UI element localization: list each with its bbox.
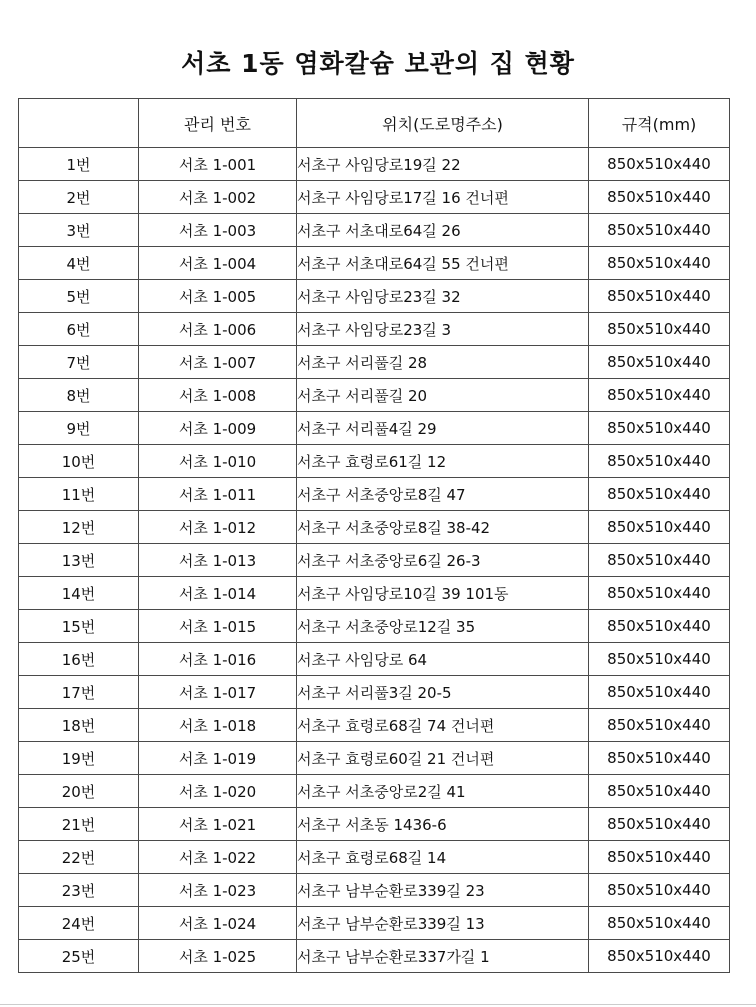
row-number: 4번	[19, 247, 139, 280]
row-number: 10번	[19, 445, 139, 478]
road-address: 서초구 서초중앙로8길 47	[297, 478, 589, 511]
road-address: 서초구 서리풀3길 20-5	[297, 676, 589, 709]
table-row	[19, 445, 730, 478]
road-address: 서초구 사임당로23길 3	[297, 313, 589, 346]
row-number: 15번	[19, 610, 139, 643]
table-row	[19, 412, 730, 445]
dimension-spec: 850x510x440	[589, 907, 730, 940]
road-address: 서초구 효령로60길 21 건너편	[297, 742, 589, 775]
header-index	[19, 99, 139, 148]
table-row	[19, 742, 730, 775]
row-number: 20번	[19, 775, 139, 808]
management-number: 서초 1-014	[139, 577, 297, 610]
row-number: 5번	[19, 280, 139, 313]
dimension-spec: 850x510x440	[589, 247, 730, 280]
dimension-spec: 850x510x440	[589, 313, 730, 346]
table-body	[19, 148, 730, 973]
dimension-spec: 850x510x440	[589, 643, 730, 676]
management-number: 서초 1-015	[139, 610, 297, 643]
management-number: 서초 1-006	[139, 313, 297, 346]
road-address: 서초구 서리풀4길 29	[297, 412, 589, 445]
road-address: 서초구 효령로68길 14	[297, 841, 589, 874]
table-header-row	[19, 99, 730, 148]
road-address: 서초구 남부순환로339길 13	[297, 907, 589, 940]
dimension-spec: 850x510x440	[589, 676, 730, 709]
table-row	[19, 313, 730, 346]
table-row	[19, 907, 730, 940]
row-number: 21번	[19, 808, 139, 841]
road-address: 서초구 서초중앙로12길 35	[297, 610, 589, 643]
table-row	[19, 478, 730, 511]
row-number: 18번	[19, 709, 139, 742]
row-number: 9번	[19, 412, 139, 445]
table-row	[19, 544, 730, 577]
management-number: 서초 1-011	[139, 478, 297, 511]
table-row	[19, 643, 730, 676]
dimension-spec: 850x510x440	[589, 775, 730, 808]
table-row	[19, 181, 730, 214]
road-address: 서초구 서초중앙로6길 26-3	[297, 544, 589, 577]
table-row	[19, 511, 730, 544]
row-number: 7번	[19, 346, 139, 379]
dimension-spec: 850x510x440	[589, 478, 730, 511]
management-number: 서초 1-007	[139, 346, 297, 379]
road-address: 서초구 남부순환로339길 23	[297, 874, 589, 907]
dimension-spec: 850x510x440	[589, 874, 730, 907]
road-address: 서초구 사임당로23길 32	[297, 280, 589, 313]
table-row	[19, 148, 730, 181]
management-number: 서초 1-005	[139, 280, 297, 313]
road-address: 서초구 남부순환로337가길 1	[297, 940, 589, 973]
management-number: 서초 1-018	[139, 709, 297, 742]
table-row	[19, 214, 730, 247]
dimension-spec: 850x510x440	[589, 280, 730, 313]
table-row	[19, 346, 730, 379]
management-number: 서초 1-023	[139, 874, 297, 907]
road-address: 서초구 서초대로64길 26	[297, 214, 589, 247]
road-address: 서초구 효령로61길 12	[297, 445, 589, 478]
management-number: 서초 1-020	[139, 775, 297, 808]
row-number: 13번	[19, 544, 139, 577]
management-number: 서초 1-002	[139, 181, 297, 214]
road-address: 서초구 사임당로19길 22	[297, 148, 589, 181]
row-number: 2번	[19, 181, 139, 214]
management-number: 서초 1-016	[139, 643, 297, 676]
dimension-spec: 850x510x440	[589, 808, 730, 841]
road-address: 서초구 사임당로17길 16 건너편	[297, 181, 589, 214]
row-number: 11번	[19, 478, 139, 511]
row-number: 8번	[19, 379, 139, 412]
table-row	[19, 247, 730, 280]
header-location: 위치(도로명주소)	[297, 99, 589, 148]
management-number: 서초 1-004	[139, 247, 297, 280]
header-spec: 규격(mm)	[589, 99, 730, 148]
dimension-spec: 850x510x440	[589, 544, 730, 577]
header-management-number: 관리 번호	[139, 99, 297, 148]
management-number: 서초 1-013	[139, 544, 297, 577]
row-number: 14번	[19, 577, 139, 610]
dimension-spec: 850x510x440	[589, 148, 730, 181]
management-number: 서초 1-010	[139, 445, 297, 478]
page-bottom-divider	[0, 1004, 756, 1005]
table-row	[19, 577, 730, 610]
management-number: 서초 1-001	[139, 148, 297, 181]
dimension-spec: 850x510x440	[589, 379, 730, 412]
row-number: 3번	[19, 214, 139, 247]
dimension-spec: 850x510x440	[589, 841, 730, 874]
dimension-spec: 850x510x440	[589, 412, 730, 445]
road-address: 서초구 사임당로10길 39 101동	[297, 577, 589, 610]
management-number: 서초 1-003	[139, 214, 297, 247]
dimension-spec: 850x510x440	[589, 511, 730, 544]
management-number: 서초 1-025	[139, 940, 297, 973]
management-number: 서초 1-009	[139, 412, 297, 445]
dimension-spec: 850x510x440	[589, 709, 730, 742]
storage-status-table	[18, 98, 730, 973]
dimension-spec: 850x510x440	[589, 742, 730, 775]
road-address: 서초구 서초중앙로8길 38-42	[297, 511, 589, 544]
management-number: 서초 1-022	[139, 841, 297, 874]
table-row	[19, 610, 730, 643]
road-address: 서초구 서초중앙로2길 41	[297, 775, 589, 808]
dimension-spec: 850x510x440	[589, 214, 730, 247]
row-number: 1번	[19, 148, 139, 181]
row-number: 6번	[19, 313, 139, 346]
table-row	[19, 709, 730, 742]
table-row	[19, 940, 730, 973]
management-number: 서초 1-019	[139, 742, 297, 775]
road-address: 서초구 서리풀길 20	[297, 379, 589, 412]
table-row	[19, 676, 730, 709]
row-number: 19번	[19, 742, 139, 775]
dimension-spec: 850x510x440	[589, 610, 730, 643]
row-number: 23번	[19, 874, 139, 907]
row-number: 12번	[19, 511, 139, 544]
row-number: 24번	[19, 907, 139, 940]
table-row	[19, 379, 730, 412]
page-title: 서초 1동 염화칼슘 보관의 집 현황	[181, 49, 575, 78]
road-address: 서초구 효령로68길 74 건너편	[297, 709, 589, 742]
management-number: 서초 1-008	[139, 379, 297, 412]
road-address: 서초구 서리풀길 28	[297, 346, 589, 379]
table-row	[19, 808, 730, 841]
dimension-spec: 850x510x440	[589, 181, 730, 214]
management-number: 서초 1-017	[139, 676, 297, 709]
row-number: 17번	[19, 676, 139, 709]
dimension-spec: 850x510x440	[589, 346, 730, 379]
row-number: 16번	[19, 643, 139, 676]
row-number: 25번	[19, 940, 139, 973]
table-row	[19, 280, 730, 313]
road-address: 서초구 서초대로64길 55 건너편	[297, 247, 589, 280]
management-number: 서초 1-012	[139, 511, 297, 544]
road-address: 서초구 서초동 1436-6	[297, 808, 589, 841]
table-row	[19, 874, 730, 907]
table-row	[19, 775, 730, 808]
dimension-spec: 850x510x440	[589, 940, 730, 973]
row-number: 22번	[19, 841, 139, 874]
management-number: 서초 1-021	[139, 808, 297, 841]
table-row	[19, 841, 730, 874]
road-address: 서초구 사임당로 64	[297, 643, 589, 676]
dimension-spec: 850x510x440	[589, 577, 730, 610]
management-number: 서초 1-024	[139, 907, 297, 940]
dimension-spec: 850x510x440	[589, 445, 730, 478]
